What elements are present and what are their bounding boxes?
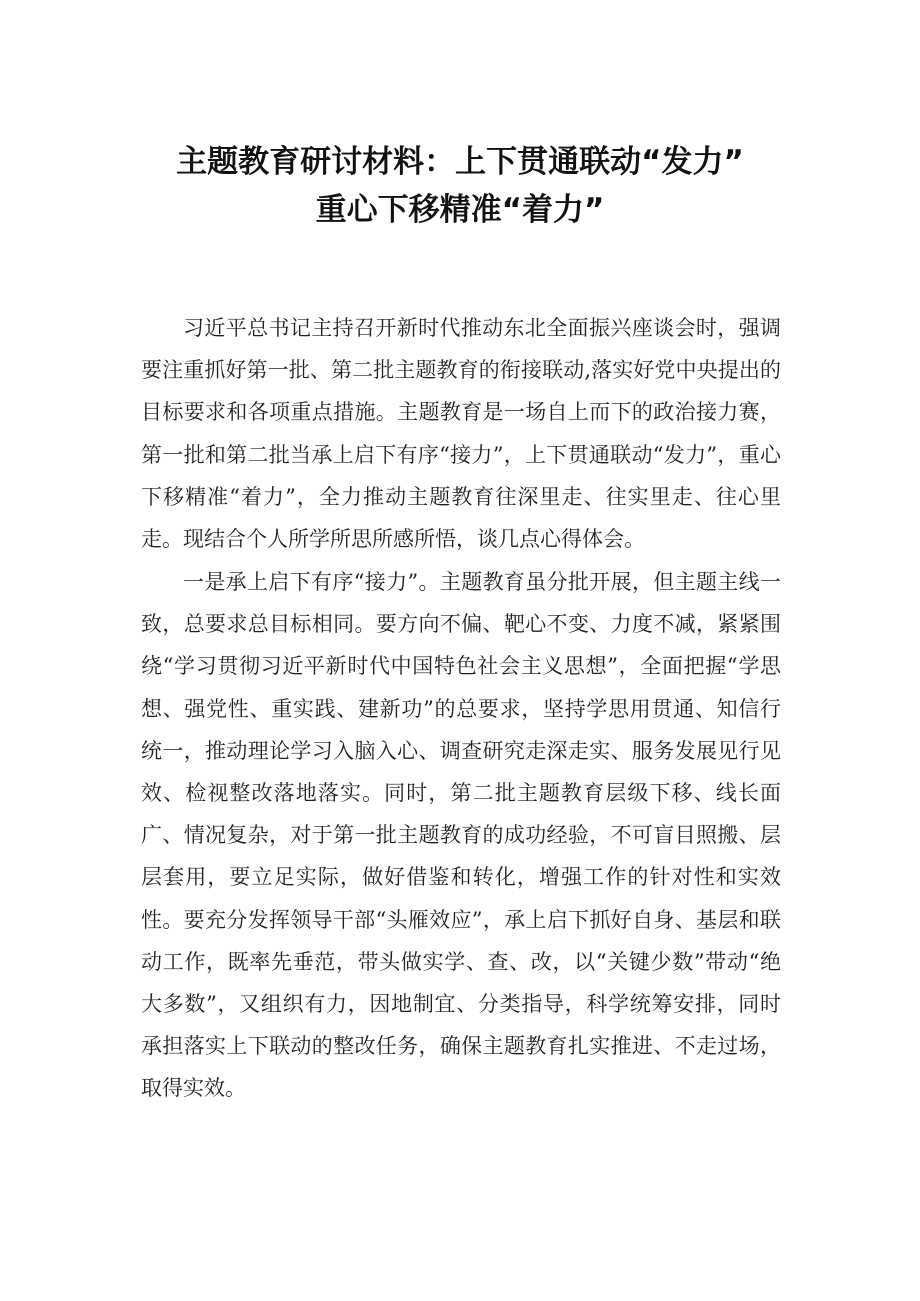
document-title-line-2: 重心下移精准“着力” xyxy=(315,192,605,228)
paragraph-intro-block xyxy=(141,307,781,560)
paragraph-intro: 习近平总书记主持召开新时代推动东北全面振兴座谈会时，强调要注重抓好第一批、第二批主题教育的衔接联动,落实好党中央提出的目标要求和各项重点措施。主题教育是一场自上而下的政治接力赛，第一批和第二批当承上启下有序“接力”，上下贯通联动“发力”，重心下移精准“着力”，全力推动主题教育往深里走、往实里走、往心里走。现结合个人所学所思所感所悟，谈几点心得体会。 xyxy=(141,316,781,552)
document-title-line-1: 主题教育研讨材料：上下贯通联动“发力” xyxy=(176,144,744,180)
paragraph-point-one: 一是承上启下有序“接力”。主题教育虽分批开展，但主题主线一致，总要求总目标相同。要方向不偏、靶心不变、力度不减，紧紧围绕“学习贯彻习近平新时代中国特色社会主义思想”，全面把握“学思想、强党性、重实践、建新功”的总要求，坚持学思用贯通、知信行统一，推动理论学习入脑入心、调查研究走深走实、服务发展见行见效、检视整改落地落实。同时，第二批主题教育层级下移、线长面广、情况复杂，对于第一批主题教育的成功经验，不可盲目照搬、层层套用，要立足实际，做好借鉴和转化，增强工作的针对性和实效性。要充分发挥领导干部“头雁效应”，承上启下抓好自身、基层和联动工作，既率先垂范，带头做实学、查、改，以“关键少数”带动“绝大多数”，又组织有力，因地制宜、分类指导，科学统筹安排，同时承担落实上下联动的整改任务，确保主题教育扎实推进、不走过场，取得实效。 xyxy=(141,570,781,1101)
paragraph-point-one-block xyxy=(141,561,781,1110)
